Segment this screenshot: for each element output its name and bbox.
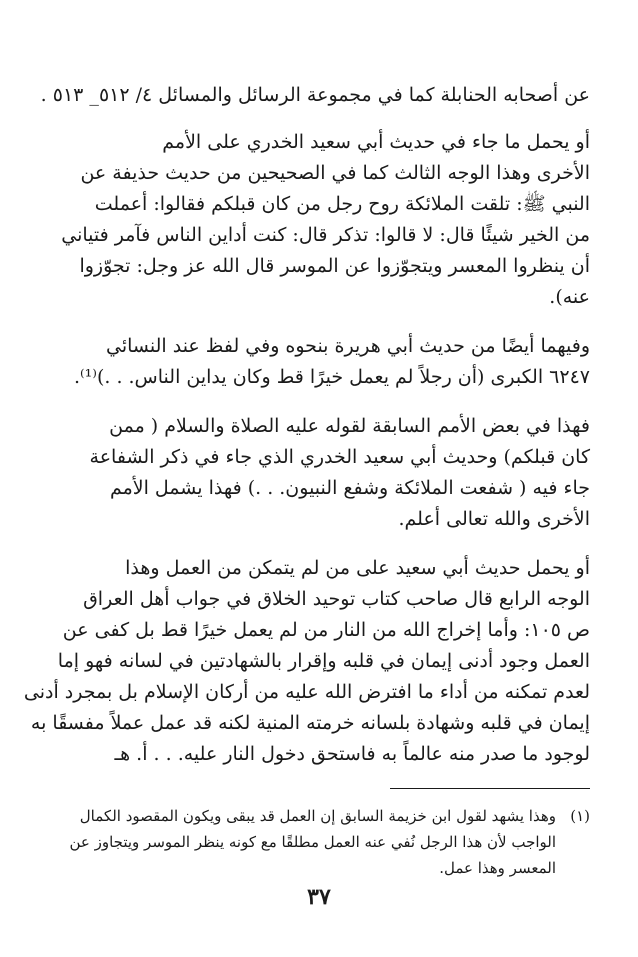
footnote-marker: (١) xyxy=(570,807,590,825)
paragraph-2 xyxy=(70,331,590,393)
text-line: أو يحمل ما جاء في حديث أبي سعيد الخدري على الأمم xyxy=(162,131,590,153)
page-number: ٣٧ xyxy=(307,884,331,910)
spacer xyxy=(70,393,590,411)
text-line: الأخرى والله تعالى أعلم. xyxy=(398,508,590,530)
text-line: أن ينظروا المعسر ويتجوّزوا عن الموسر قال الله عز وجل: تجوّزوا xyxy=(79,255,590,277)
text-line: ٦٢٤٧ الكبرى (أن رجلاً لم يعمل خيرًا قط وكان يداين الناس. . .)⁽¹⁾. xyxy=(73,366,590,388)
text-line: من الخير شيئًا قال: لا قالوا: تذكر قال: كنت أداين الناس فآمر فتياني xyxy=(61,224,590,246)
intro-line: عن أصحابه الحنابلة كما في مجموعة الرسائل والمسائل ٤/ ٥١٢_ ٥١٣ . xyxy=(40,84,590,106)
text-line: الأخرى وهذا الوجه الثالث كما في الصحيحين من حديث حذيفة عن xyxy=(80,162,590,184)
footnote-divider xyxy=(390,788,590,789)
footnote-line: المعسر وهذا عمل. xyxy=(439,859,556,877)
spacer xyxy=(70,313,590,331)
paragraph-4 xyxy=(23,553,590,770)
text-line: عنه). xyxy=(549,286,590,308)
text-line: جاء فيه ( شفعت الملائكة وشفع النبيون. . .) فهذا يشمل الأمم xyxy=(109,477,590,499)
text-line: الوجه الرابع قال صاحب كتاب توحيد الخلاق في جواب أهل العراق xyxy=(83,588,590,610)
footnote-line xyxy=(70,803,590,829)
text-line: فهذا في بعض الأمم السابقة لقوله عليه الصلاة والسلام ( ممن xyxy=(109,415,590,437)
text-line: ص ١٠٥: وأما إخراج الله من النار من لم يعمل خيرًا قط بل كفى عن xyxy=(62,619,590,641)
spacer xyxy=(70,111,590,127)
text-line: كان قبلكم) وحديث أبي سعيد الخدري الذي جاء في ذكر الشفاعة xyxy=(89,446,590,468)
text-line: أو يحمل حديث أبي سعيد على من لم يتمكن من العمل وهذا xyxy=(125,557,590,579)
footnote-text: وهذا يشهد لقول ابن خزيمة السابق إن العمل قد يبقى ويكون المقصود الكمال xyxy=(79,807,556,825)
page-body xyxy=(23,80,590,881)
paragraph-1 xyxy=(61,127,590,313)
paragraph-3 xyxy=(70,411,590,535)
footnote-line: الواجب لأن هذا الرجل نُفي عنه العمل مطلقًا مع كونه ينظر الموسر ويتجاوز عن xyxy=(69,833,556,851)
text-line: لعدم تمكنه من أداء ما افترض الله عليه من أركان الإسلام بل بمجرد أدنى xyxy=(23,681,590,703)
text-line: إيمان في قلبه وشهادة بلسانه خرمته المنية لكنه قد عمل عملاً مفسقًا به xyxy=(30,712,590,734)
text-line: لوجود ما صدر منه عالماً به فاستحق دخول النار عليه. . . أ. هـ xyxy=(114,743,590,765)
text-line: العمل وجود أدنى إيمان في قلبه وإقرار بالشهادتين في لسانه فهو إما xyxy=(57,650,590,672)
spacer xyxy=(70,535,590,553)
text-line: وفيهما أيضًا من حديث أبي هريرة بنحوه وفي لفظ عند النسائي xyxy=(106,335,590,357)
footnote xyxy=(70,803,590,881)
text-line: النبي ﷺ: تلقت الملائكة روح رجل من كان قبلكم فقالوا: أعملت xyxy=(94,193,590,215)
